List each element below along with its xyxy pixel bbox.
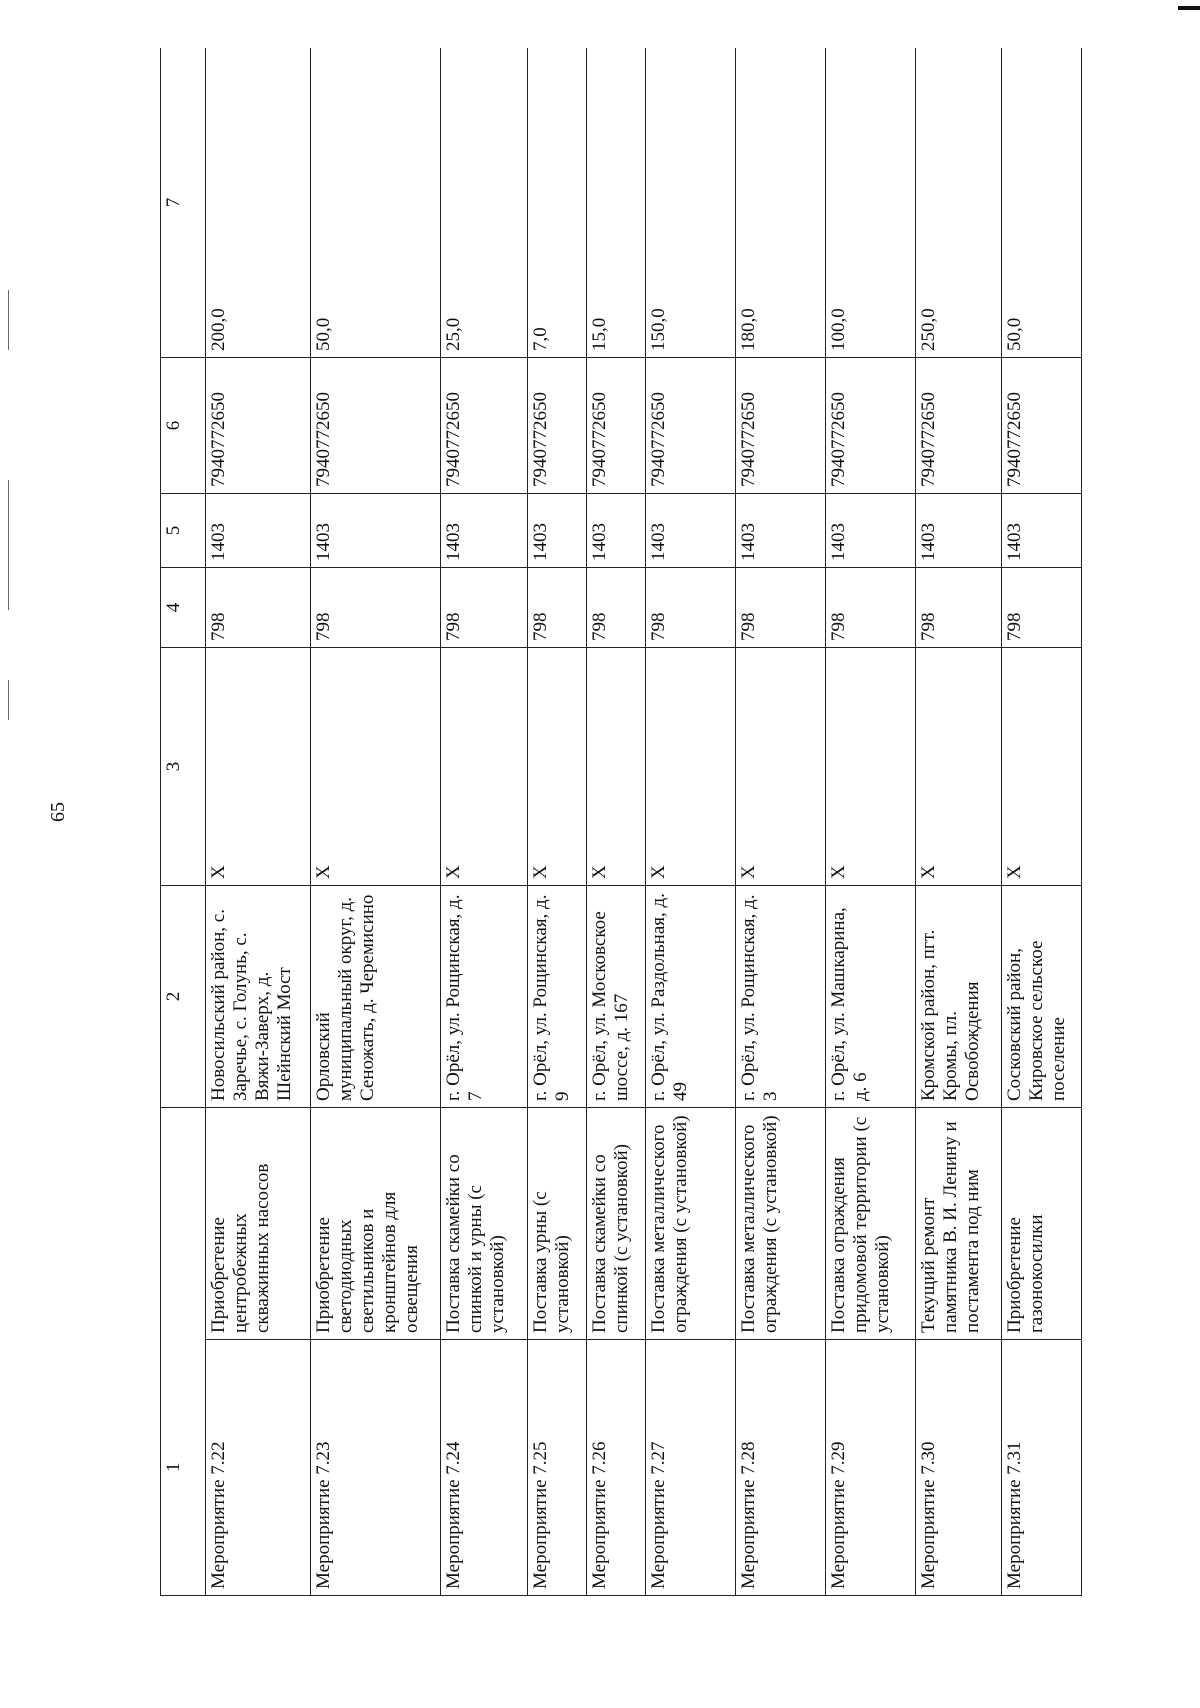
- table-row: [645, 48, 735, 1596]
- location-cell: Кромской район, пгт. Кромы, пл. Освобождения: [916, 886, 1002, 1108]
- item-name-cell: Текущий ремонт памятника В. И. Ленину и постамента под ним: [916, 1108, 1002, 1340]
- code-3-cell: Х: [310, 648, 440, 886]
- code-3-cell: Х: [916, 648, 1002, 886]
- location-cell: Орловский муниципальный округ, д. Сеножать, д. Черемисино: [310, 886, 440, 1108]
- code-3-cell: Х: [645, 648, 735, 886]
- header-cell: 3: [161, 648, 206, 886]
- code-3-cell: Х: [826, 648, 916, 886]
- code-5-cell: 1403: [310, 494, 440, 568]
- code-5-cell: 1403: [916, 494, 1002, 568]
- table-row: [916, 48, 1002, 1596]
- code-6-cell: 7940772650: [206, 358, 311, 494]
- header-cell: 7: [161, 48, 206, 358]
- amount-cell: 15,0: [587, 48, 646, 358]
- item-name-cell: Поставка скамейки со спинкой и урны (с установкой): [440, 1108, 528, 1340]
- header-cell: 6: [161, 358, 206, 494]
- item-name-cell: Приобретение светодиодных светильников и кронштейнов для освещения: [310, 1108, 440, 1340]
- row-id-cell: Мероприятие 7.27: [645, 1340, 735, 1596]
- table-row: [587, 48, 646, 1596]
- item-name-cell: Поставка металлического ограждения (с установкой): [645, 1108, 735, 1340]
- table-frame: [160, 48, 1082, 1596]
- table-row: [310, 48, 440, 1596]
- location-cell: г. Орёл, ул. Раздольная, д. 49: [645, 886, 735, 1108]
- code-3-cell: Х: [440, 648, 528, 886]
- row-id-cell: Мероприятие 7.24: [440, 1340, 528, 1596]
- location-cell: г. Орёл, ул. Рощинская, д. 3: [735, 886, 825, 1108]
- margin-line: [8, 290, 9, 350]
- code-4-cell: 798: [826, 568, 916, 648]
- code-3-cell: Х: [587, 648, 646, 886]
- code-6-cell: 7940772650: [310, 358, 440, 494]
- location-cell: г. Орёл, ул. Рощинская, д. 9: [528, 886, 587, 1108]
- code-5-cell: 1403: [1001, 494, 1081, 568]
- code-3-cell: Х: [206, 648, 311, 886]
- location-cell: Сосковский район, Кировское сельское поселение: [1001, 886, 1081, 1108]
- amount-cell: 25,0: [440, 48, 528, 358]
- amount-cell: 180,0: [735, 48, 825, 358]
- table-row: [440, 48, 528, 1596]
- amount-cell: 200,0: [206, 48, 311, 358]
- code-4-cell: 798: [1001, 568, 1081, 648]
- item-name-cell: Приобретение газонокосилки: [1001, 1108, 1081, 1340]
- item-name-cell: Поставка скамейки со спинкой (с установкой): [587, 1108, 646, 1340]
- code-5-cell: 1403: [587, 494, 646, 568]
- location-cell: г. Орёл, ул. Московское шоссе, д. 167: [587, 886, 646, 1108]
- code-6-cell: 7940772650: [440, 358, 528, 494]
- corner-mark: [1178, 6, 1200, 10]
- code-3-cell: Х: [528, 648, 587, 886]
- row-id-cell: Мероприятие 7.30: [916, 1340, 1002, 1596]
- amount-cell: 250,0: [916, 48, 1002, 358]
- item-name-cell: Поставка урны (с установкой): [528, 1108, 587, 1340]
- row-id-cell: Мероприятие 7.23: [310, 1340, 440, 1596]
- amount-cell: 150,0: [645, 48, 735, 358]
- code-5-cell: 1403: [735, 494, 825, 568]
- header-cell: 1: [161, 1340, 206, 1596]
- header-cell: 2: [161, 886, 206, 1108]
- table-row: [826, 48, 916, 1596]
- code-6-cell: 7940772650: [1001, 358, 1081, 494]
- code-6-cell: 7940772650: [735, 358, 825, 494]
- item-name-cell: Поставка ограждения придомовой территории (с установкой): [826, 1108, 916, 1340]
- code-6-cell: 7940772650: [528, 358, 587, 494]
- table-row: [528, 48, 587, 1596]
- amount-cell: 100,0: [826, 48, 916, 358]
- row-id-cell: Мероприятие 7.22: [206, 1340, 311, 1596]
- location-cell: г. Орёл, ул. Рощинская, д. 7: [440, 886, 528, 1108]
- code-5-cell: 1403: [440, 494, 528, 568]
- code-4-cell: 798: [528, 568, 587, 648]
- row-id-cell: Мероприятие 7.31: [1001, 1340, 1081, 1596]
- row-id-cell: Мероприятие 7.25: [528, 1340, 587, 1596]
- table-row: [1001, 48, 1081, 1596]
- header-cell: [161, 1108, 206, 1340]
- header-cell: 5: [161, 494, 206, 568]
- row-id-cell: Мероприятие 7.28: [735, 1340, 825, 1596]
- location-cell: Новосильский район, с. Заречье, с. Голунь, с. Вяжи-Заверх, д. Шейнский Мост: [206, 886, 311, 1108]
- rotated-table-wrapper: [160, 48, 1082, 1596]
- code-4-cell: 798: [645, 568, 735, 648]
- table-row: [206, 48, 311, 1596]
- table-row: [735, 48, 825, 1596]
- location-cell: г. Орёл, ул. Машкарина, д. 6: [826, 886, 916, 1108]
- item-name-cell: Приобретение центробежных скважинных насосов: [206, 1108, 311, 1340]
- code-3-cell: Х: [1001, 648, 1081, 886]
- code-4-cell: 798: [206, 568, 311, 648]
- code-5-cell: 1403: [645, 494, 735, 568]
- margin-line: [8, 480, 9, 610]
- row-id-cell: Мероприятие 7.29: [826, 1340, 916, 1596]
- amount-cell: 50,0: [1001, 48, 1081, 358]
- header-row: [161, 48, 206, 1596]
- code-6-cell: 7940772650: [826, 358, 916, 494]
- budget-table: [160, 48, 1082, 1596]
- code-5-cell: 1403: [826, 494, 916, 568]
- code-4-cell: 798: [735, 568, 825, 648]
- code-6-cell: 7940772650: [645, 358, 735, 494]
- row-id-cell: Мероприятие 7.26: [587, 1340, 646, 1596]
- code-4-cell: 798: [310, 568, 440, 648]
- amount-cell: 50,0: [310, 48, 440, 358]
- code-6-cell: 7940772650: [587, 358, 646, 494]
- code-4-cell: 798: [440, 568, 528, 648]
- code-4-cell: 798: [587, 568, 646, 648]
- page-number: 65: [47, 802, 69, 822]
- code-6-cell: 7940772650: [916, 358, 1002, 494]
- code-4-cell: 798: [916, 568, 1002, 648]
- item-name-cell: Поставка металлического ограждения (с установкой): [735, 1108, 825, 1340]
- header-cell: 4: [161, 568, 206, 648]
- margin-line: [8, 680, 9, 720]
- code-5-cell: 1403: [206, 494, 311, 568]
- code-5-cell: 1403: [528, 494, 587, 568]
- amount-cell: 7,0: [528, 48, 587, 358]
- code-3-cell: Х: [735, 648, 825, 886]
